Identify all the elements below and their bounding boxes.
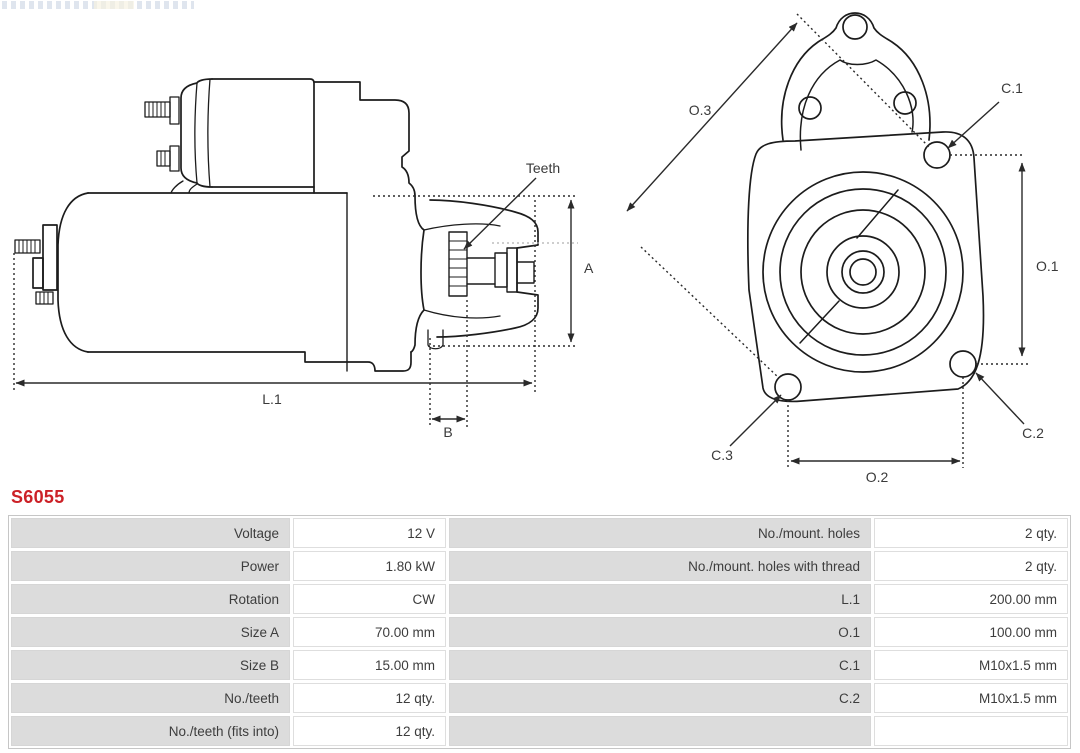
- dim-c1-label: C.1: [1001, 80, 1023, 96]
- dim-o3-label: O.3: [688, 102, 712, 118]
- spec-value: 2 qty.: [874, 518, 1068, 548]
- teeth-label: Teeth: [525, 160, 561, 176]
- spec-label: Power: [11, 551, 290, 581]
- spec-label: Voltage: [11, 518, 290, 548]
- dim-b-label: B: [443, 424, 453, 440]
- dim-o2-label: O.2: [865, 469, 889, 485]
- spec-value: M10x1.5 mm: [874, 683, 1068, 713]
- dim-a-label: A: [584, 260, 594, 276]
- table-row: [11, 518, 1068, 548]
- spec-value: 15.00 mm: [293, 650, 446, 680]
- front-view-dimensions: [627, 14, 1030, 468]
- spec-label: C.2: [449, 683, 871, 713]
- drive-end-bracket: [411, 196, 424, 352]
- spec-label: No./teeth: [11, 683, 290, 713]
- spec-table: [8, 515, 1071, 749]
- spec-label: L.1: [449, 584, 871, 614]
- table-row: [11, 551, 1068, 581]
- spec-label: O.1: [449, 617, 871, 647]
- part-number: S6055: [11, 487, 65, 507]
- spec-label: [449, 716, 871, 746]
- table-row: [11, 716, 1068, 746]
- spec-value: 12 qty.: [293, 716, 446, 746]
- side-view-drawing: [15, 79, 538, 371]
- spec-label: No./mount. holes with thread: [449, 551, 871, 581]
- spec-value: 12 qty.: [293, 683, 446, 713]
- spec-label: No./teeth (fits into): [11, 716, 290, 746]
- spec-label: No./mount. holes: [449, 518, 871, 548]
- spec-value: 2 qty.: [874, 551, 1068, 581]
- spec-value: 1.80 kW: [293, 551, 446, 581]
- spec-value: 200.00 mm: [874, 584, 1068, 614]
- spec-value: CW: [293, 584, 446, 614]
- gear-housing: [314, 82, 415, 196]
- table-row: [11, 617, 1068, 647]
- spec-value: M10x1.5 mm: [874, 650, 1068, 680]
- dim-c2-label: C.2: [1022, 425, 1044, 441]
- spec-label: Size B: [11, 650, 290, 680]
- crown-bracket: [782, 13, 930, 140]
- spec-value: [874, 716, 1068, 746]
- dim-o1-label: O.1: [1036, 258, 1059, 274]
- spec-value: 70.00 mm: [293, 617, 446, 647]
- spec-value: 100.00 mm: [874, 617, 1068, 647]
- table-row: [11, 683, 1068, 713]
- mount-hole-c2: [950, 351, 976, 377]
- side-view-dimensions: [14, 178, 578, 428]
- spec-label: Size A: [11, 617, 290, 647]
- front-view-drawing: [748, 13, 984, 401]
- spec-value: 12 V: [293, 518, 446, 548]
- dim-l1-label: L.1: [262, 391, 282, 407]
- spec-label: C.1: [449, 650, 871, 680]
- table-row: [11, 650, 1068, 680]
- dim-c3-label: C.3: [711, 447, 733, 463]
- solenoid: [212, 79, 314, 193]
- spec-label: Rotation: [11, 584, 290, 614]
- table-row: [11, 584, 1068, 614]
